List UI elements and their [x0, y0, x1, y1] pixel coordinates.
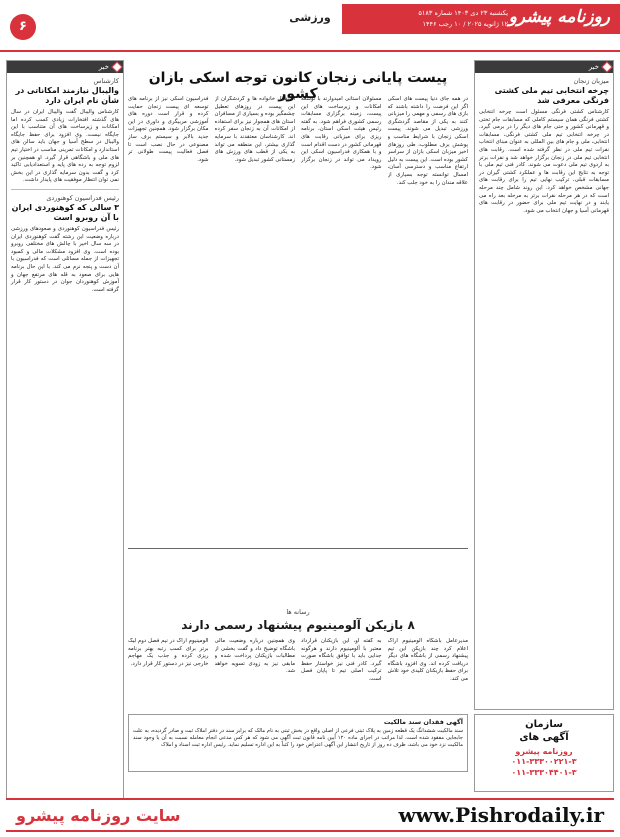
ad-org-line-3: روزنامه پیشرو	[515, 747, 573, 756]
article-divider	[11, 189, 119, 190]
website-url[interactable]: www.Pishrodaily.ir	[398, 803, 604, 827]
diamond-icon	[111, 61, 122, 72]
main-story-col-3: استقبال خانواده ها و گردشگران از این پیست در روزهای تعطیل چشمگیر بوده و بسیاری از مسافران استان های همجوار نیز برای استفاده از امکانات آن به زنجان سفر کرده اند. کارشناسان معتقدند با سرمایه گذاری بیشتر، این منطقه می تواند به یکی از قطب های ورزش های زمستانی کشور تبدیل شود.	[214, 96, 295, 163]
diamond-icon	[601, 61, 612, 72]
page-number: ۶	[10, 14, 36, 40]
main-story-col-2: مسئولان استانی امیدوارند با توسعه امکانات و زیرساخت های این پیست، زمینه برگزاری مسابقات رسمی کشوری فراهم شود. به گفته رئیس هیئت اسکی استان، برنامه ریزی برای میزبانی رقابت های قهرمانی کشور در دست اقدام است و با همکاری فدراسیون اسکی این رویداد می تواند در زنجان برگزار شود.	[301, 96, 382, 171]
website-label: سایت روزنامه پیشرو	[16, 805, 181, 825]
ad-organization-box	[474, 714, 614, 792]
sub-story-col-3: وی همچنین درباره وضعیت مالی باشگاه توضیح داد و گفت بخشی از مطالبات بازیکنان پرداخت شده و مابقی نیز به زودی تسویه خواهد شد.	[214, 638, 295, 675]
article-body: کارشناس والیبال گفت والیبال ایران در سال های گذشته افتخارات زیادی کسب کرده اما امکانات و زیرساخت های آن متناسب با این جایگاه نیست. وی افزود برای حفظ جایگاه والیبال در سطح آسیا و جهان باید سالن های استاندارد و امکانات تمرینی مناسب در اختیار تیم های ملی و باشگاهی قرار گیرد. او همچنین بر لزوم توجه به رده های پایه و استعدادیابی تاکید کرد و گفت بدون سرمایه گذاری در این بخش نمی توان انتظار موفقیت های پایدار داشت.	[11, 109, 119, 184]
sub-story-col-4: آلومینیوم اراک در نیم فصل دوم لیگ برتر برای کسب رتبه بهتر برنامه ریزی کرده و جذب یک مهاجم خارجی نیز در دستور کار قرار دارد.	[128, 638, 209, 667]
sub-story-col-1: مدیرعامل باشگاه آلومینیوم اراک اعلام کرد چند بازیکن این تیم پیشنهاد رسمی از باشگاه های دیگر دریافت کرده اند. وی افزود باشگاه برای حفظ بازیکنان کلیدی خود تلاش می کند.	[387, 638, 468, 682]
article-body: رئیس فدراسیون کوهنوردی و صعودهای ورزشی درباره وضعیت این رشته گفت کوهنوردی ایران در سه سال اخیر با چالش های مختلفی روبرو بوده است. وی افزود مشکلات مالی و کمبود تجهیزات از جمله مسائلی است که فدراسیون با آن دست و پنجه نرم می کند. با این حال برنامه هایی برای صعود به قله های مرتفع جهان و آموزش کوهنوردان جوان در دستور کار قرار گرفته است.	[11, 225, 119, 293]
sub-story-section: رسانه ها	[286, 608, 310, 616]
main-story-col-1: در همه جای دنیا پیست های اسکی اگر این فرصت را داشته باشند که بازی های رسمی و مهمی را میزبانی کنند به یکی از مقاصد گردشگری ورزشی تبدیل می شوند. پیست اسکی زنجان با شرایط مناسب و پوشش برف مطلوب، طی روزهای اخیر میزبان اسکی بازان از سراسر کشور بوده است. این پیست به دلیل ارتفاع مناسب و دسترسی آسان، امسال توانسته توجه بسیاری از علاقه مندان را به خود جلب کند.	[387, 96, 468, 186]
section-title: ورزشی	[289, 11, 331, 24]
story-divider	[128, 548, 468, 549]
article-kicker: رئیس فدراسیون کوهنوردی	[46, 193, 119, 202]
article-kicker: کارشناس	[93, 77, 119, 85]
ad-phone-2: ۰۱۱-۳۳۳۰۴۴۰۱-۳	[511, 768, 577, 777]
legal-notice	[128, 714, 468, 772]
newspaper-name: روزنامه پیشرو	[508, 7, 610, 27]
header-divider	[0, 50, 620, 52]
ad-org-line-1: سازمان	[525, 719, 563, 730]
website-banner	[6, 798, 614, 832]
notice-title: آگهی فقدان سند مالکیت	[383, 718, 463, 726]
article-headline: ۳ سالی که کوهنوردی ایران با آن روبرو است	[11, 202, 119, 222]
page-header	[0, 0, 620, 52]
article-headline: چرخه انتخابی تیم ملی کشتی فرنگی معرفی شد	[494, 86, 609, 105]
main-story-col-4: فدراسیون اسکی نیز از برنامه های توسعه ای پیست زنجان حمایت کرده و قرار است دوره های آموزشی مربیگری و داوری در این مکان برگزار شود. همچنین تجهیزات جدید بالابر و سیستم برف ساز مصنوعی در حال نصب است تا فصل فعالیت پیست طولانی تر شود.	[128, 96, 209, 163]
issue-date-line-1: یکشنبه ۲۳ دی ۱۴۰۳ شماره ۵۱۸۳	[418, 9, 508, 17]
right-news-column	[474, 60, 614, 710]
ad-org-line-2: آگهی های	[519, 732, 569, 743]
left-news-column	[6, 60, 124, 830]
article-kicker: میزبان زنجان	[573, 77, 609, 85]
main-story-columns	[128, 96, 468, 476]
news-bar-label: خبر	[588, 63, 599, 71]
main-content	[128, 60, 468, 710]
main-headline: پیست پایانی زنجان کانون توجه اسکی بازان کشور	[148, 70, 448, 102]
sub-story-col-2: به گفته او، این بازیکنان قرارداد معتبر با آلومینیوم دارند و هرگونه جدایی باید با توافق باشگاه صورت گیرد. کادر فنی نیز خواستار حفظ ترکیب اصلی تیم تا پایان فصل است.	[301, 638, 382, 682]
notice-text: سند مالکیت ششدانگ یک قطعه زمین به پلاک ثبتی فرعی از اصلی واقع در بخش ثبتی به نام مالک که برابر سند در دفتر املاک ثبت و صادر گردیده، به علت جابجایی مفقود شده است. لذا مراتب در اجرای ماده ۱۲۰ آیین نامه قانون ثبت آگهی می شود که هر کس مدعی انجام معامله نسبت به آن یا وجود سند مالکیت نزد خود می باشد، ظرف ده روز از تاریخ انتشار این آگهی اعتراض خود را کتباً به این اداره تسلیم نماید. رئیس اداره ثبت اسناد و املاک	[133, 728, 464, 748]
news-bar	[7, 61, 123, 73]
article-headline: والیبال نیازمند امکاناتی در شأن نام ایران دارد	[15, 86, 119, 105]
issue-date-line-2: ۱۲ ژانویه ۲۰۲۵ / ۱۰ رجب ۱۴۴۶	[422, 20, 508, 28]
news-bar	[475, 61, 613, 73]
ad-phone-1: ۰۱۱-۳۳۳۰۰۲۲۱-۳	[511, 757, 577, 766]
news-bar-label: خبر	[98, 63, 109, 71]
article-body: کارشناس کشتی فرنگی مسئول است چرخه انتخابی کشتی فرنگی همان سیستم کاملی که مسابقات جام تختی و قهرمانی کشور و حتی جام های دیگر را در برمی گیرد. در چرخه انتخابی تیم ملی کشتی فرنگی، مسابقات انتخابی، ملی و جام های بین المللی به عنوان مبنای انتخاب نفرات تیم ملی در نظر گرفته شده است. رقابت های انتخابی تیم ملی در زنجان برگزار خواهد شد و نفرات برتر به اردوی تیم ملی دعوت می شوند. کادر فنی تیم ملی با توجه به نتایج این رقابت ها و عملکرد کشتی گیران در مسابقات قبلی، ترکیب نهایی تیم را برای رقابت های جهانی مشخص خواهد کرد. این روند شامل چند مرحله است که در هر مرحله نفرات برتر به مرحله بعد راه می یابند و در نهایت تیم ملی برای حضور در رقابت های قهرمانی آسیا و جهان انتخاب می شود.	[479, 109, 609, 214]
sub-story-headline: ۸ بازیکن آلومینیوم پیشنهاد رسمی دارند	[181, 618, 415, 632]
